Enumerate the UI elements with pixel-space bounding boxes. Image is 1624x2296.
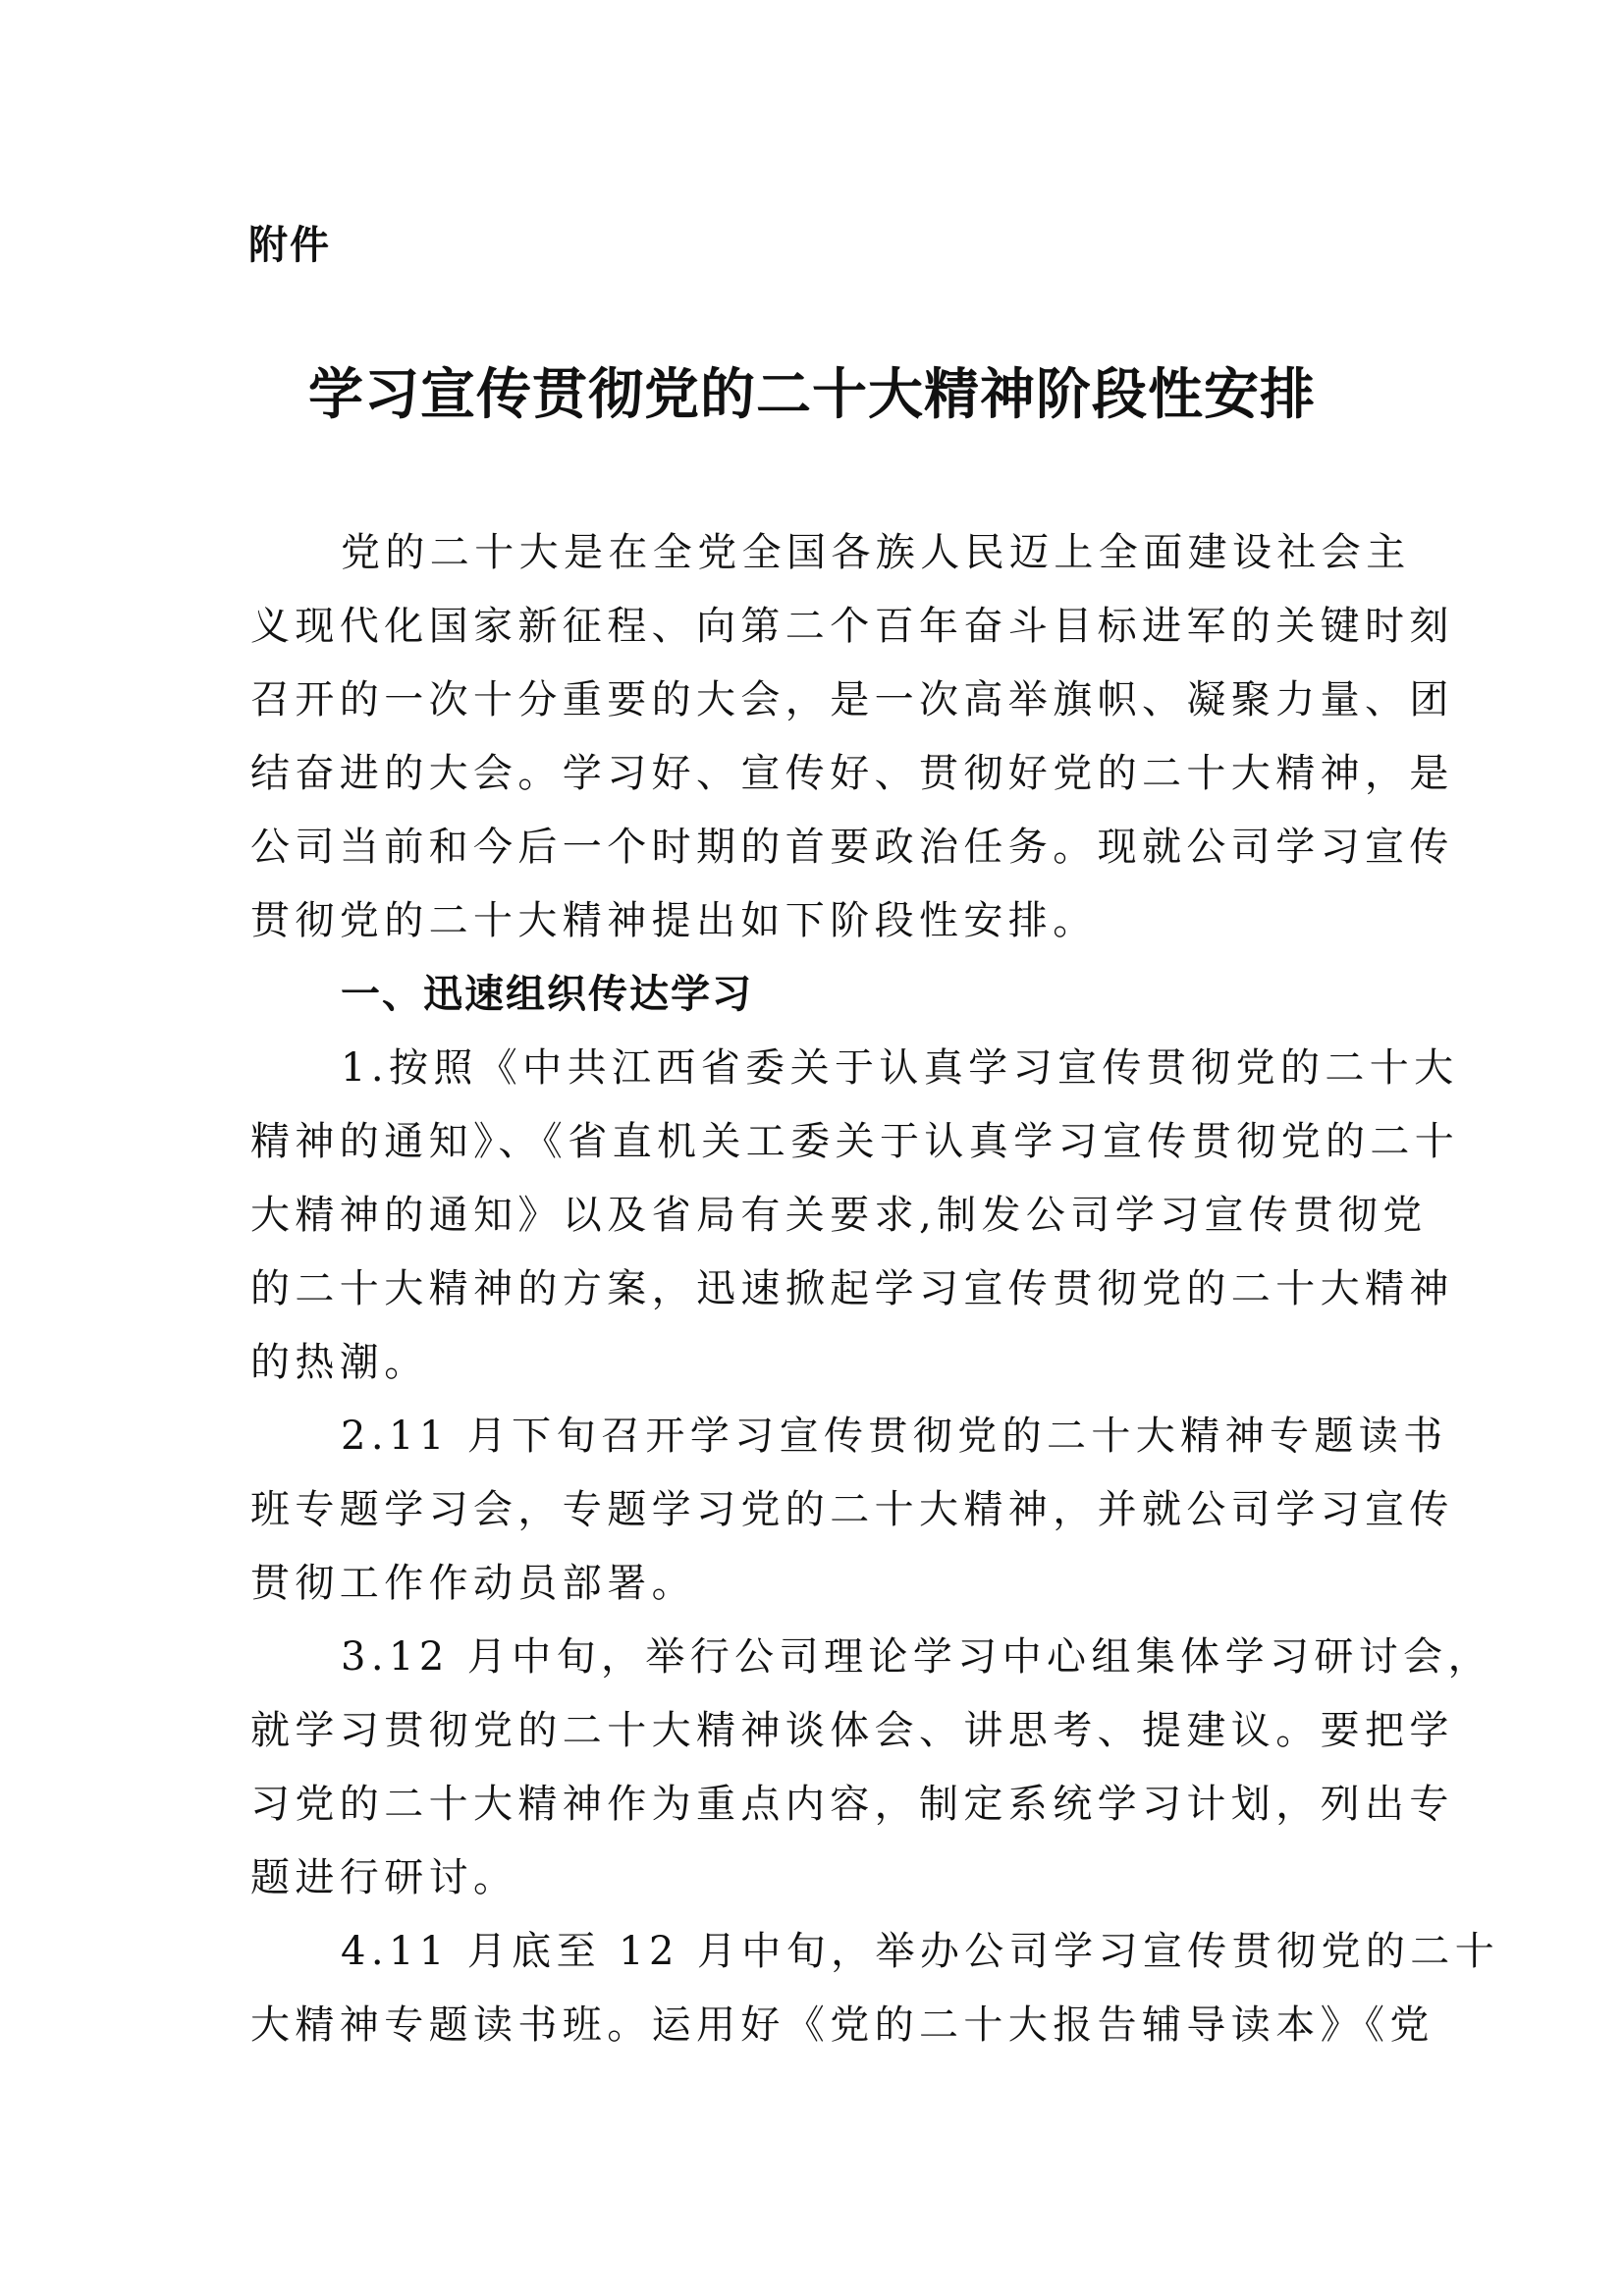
intro-paragraph-line: 义现代化国家新征程、向第二个百年奋斗目标进军的关键时刻 <box>250 604 1454 649</box>
item-1-line: 的热潮。 <box>250 1340 429 1385</box>
item-1-line: 的二十大精神的方案，迅速掀起学习宣传贯彻党的二十大精神 <box>250 1266 1454 1311</box>
document-title: 学习宣传贯彻党的二十大精神阶段性安排 <box>308 362 1316 427</box>
document-body <box>250 516 1500 2062</box>
section-heading: 一、迅速组织传达学习 <box>341 972 753 1017</box>
attachment-label: 附件 <box>248 223 331 268</box>
item-2-line: 班专题学习会，专题学习党的二十大精神，并就公司学习宣传 <box>250 1487 1454 1532</box>
item-1-line: 大精神的通知》以及省局有关要求,制发公司学习宣传贯彻党 <box>250 1193 1428 1238</box>
intro-paragraph-line: 公司当前和今后一个时期的首要政治任务。现就公司学习宣传 <box>250 825 1454 870</box>
item-2-line: 2.11 月下旬召开学习宣传贯彻党的二十大精神专题读书 <box>341 1414 1448 1459</box>
item-3-line: 题进行研讨。 <box>250 1855 518 1900</box>
item-2-line: 贯彻工作作动员部署。 <box>250 1561 696 1606</box>
item-4-line: 4.11 月底至 12 月中旬，举办公司学习宣传贯彻党的二十 <box>341 1929 1500 1974</box>
intro-paragraph-line: 贯彻党的二十大精神提出如下阶段性安排。 <box>250 898 1098 943</box>
intro-paragraph-line: 结奋进的大会。学习好、宣传好、贯彻好党的二十大精神，是 <box>250 751 1454 796</box>
intro-paragraph-line: 党的二十大是在全党全国各族人民迈上全面建设社会主 <box>341 530 1411 575</box>
item-4-line: 大精神专题读书班。运用好《党的二十大报告辅导读本》《党 <box>250 2002 1435 2048</box>
item-3-line: 3.12 月中旬，举行公司理论学习中心组集体学习研讨会， <box>341 1634 1492 1680</box>
item-1-line: 精神的通知》、《省直机关工委关于认真学习宣传贯彻党的二十 <box>250 1119 1460 1164</box>
item-3-line: 就学习贯彻党的二十大精神谈体会、讲思考、提建议。要把学 <box>250 1708 1454 1753</box>
intro-paragraph-line: 召开的一次十分重要的大会，是一次高举旗帜、凝聚力量、团 <box>250 677 1454 722</box>
item-1-line: 1.按照《中共江西省委关于认真学习宣传贯彻党的二十大 <box>341 1045 1459 1091</box>
item-3-line: 习党的二十大精神作为重点内容，制定系统学习计划，列出专 <box>250 1782 1454 1827</box>
